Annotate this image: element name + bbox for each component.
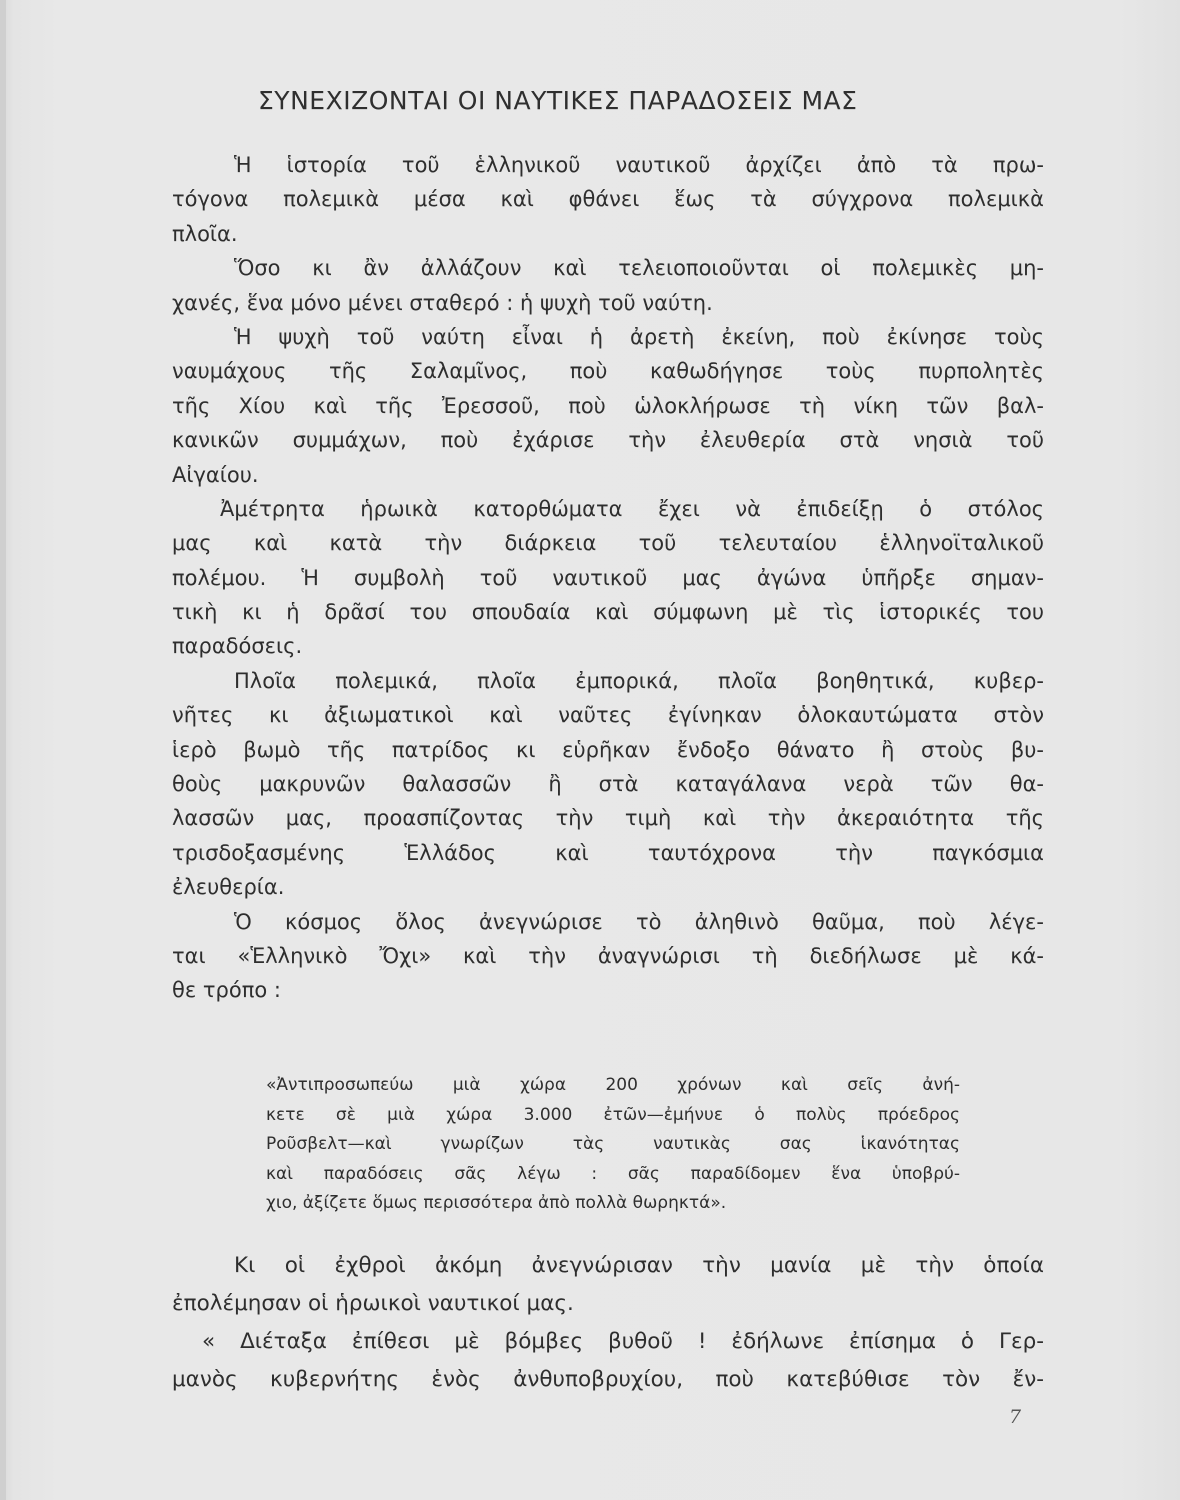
quote-line: «Ἀντιπροσωπεύω μιὰ χώρα 200 χρόνων καὶ σεῖς ἀνή- bbox=[266, 1075, 960, 1095]
text-line: Αἰγαίου. bbox=[172, 462, 259, 487]
closing-text bbox=[172, 1247, 1044, 1399]
text-line: ται «Ἑλληνικὸ Ὄχι» καὶ τὴν ἀναγνώρισι τὴ διεδήλωσε μὲ κά- bbox=[172, 943, 1044, 968]
text-line: « Διέταξα ἐπίθεσι μὲ βόμβες βυθοῦ ! ἐδήλωνε ἐπίσημα ὁ Γερ- bbox=[202, 1329, 1044, 1354]
text-line: παραδόσεις. bbox=[172, 634, 303, 659]
quote-line: χιο, ἀξίζετε ὅμως περισσότερα ἀπὸ πολλὰ θωρηκτά». bbox=[266, 1193, 727, 1213]
text-line: ἐλευθερία. bbox=[172, 875, 285, 900]
body-text bbox=[172, 148, 1044, 1008]
text-line: ἐπολέμησαν οἱ ἡρωικοὶ ναυτικοί μας. bbox=[172, 1291, 574, 1316]
text-line: θε τρόπο : bbox=[172, 978, 281, 1003]
quote-line: Ροῦσβελτ—καὶ γνωρίζων τὰς ναυτικὰς σας ἱκανότητας bbox=[266, 1134, 960, 1154]
quote-line: κετε σὲ μιὰ χώρα 3.000 ἐτῶν—ἐμήνυε ὁ πολὺς πρόεδρος bbox=[266, 1104, 960, 1125]
text-line: τῆς Χίου καὶ τῆς Ἐρεσσοῦ, ποὺ ὡλοκλήρωσε τὴ νίκη τῶν βαλ- bbox=[172, 393, 1044, 418]
text-line: τικὴ κι ἡ δρᾶσί του σπουδαία καὶ σύμφωνη μὲ τὶς ἱστορικές του bbox=[172, 600, 1044, 625]
page-binding-edge bbox=[0, 0, 6, 1500]
text-line: χανές, ἕνα μόνο μένει σταθερό : ἡ ψυχὴ τοῦ ναύτη. bbox=[172, 290, 713, 315]
text-line: Ἡ ψυχὴ τοῦ ναύτη εἶναι ἡ ἀρετὴ ἐκείνη, ποὺ ἐκίνησε τοὺς bbox=[234, 324, 1044, 349]
quote-line: καὶ παραδόσεις σᾶς λέγω : σᾶς παραδίδομεν ἕνα ὑποβρύ- bbox=[266, 1163, 960, 1184]
text-line: θοὺς μακρυνῶν θαλασσῶν ἢ στὰ καταγάλανα νερὰ τῶν θα- bbox=[172, 772, 1044, 797]
text-line: ἱερὸ βωμὸ τῆς πατρίδος κι εὑρῆκαν ἔνδοξο θάνατο ἢ στοὺς βυ- bbox=[172, 737, 1044, 762]
text-line: Πλοῖα πολεμικά, πλοῖα ἐμπορικά, πλοῖα βοηθητικά, κυβερ- bbox=[234, 668, 1044, 693]
text-line: Ὁ κόσμος ὅλος ἀνεγνώρισε τὸ ἀληθινὸ θαῦμα, ποὺ λέγε- bbox=[234, 909, 1044, 934]
text-line: τρισδοξασμένης Ἑλλάδος καὶ ταυτόχρονα τὴν παγκόσμια bbox=[172, 840, 1044, 865]
text-line: μας καὶ κατὰ τὴν διάρκεια τοῦ τελευταίου ἑλληνοϊταλικοῦ bbox=[172, 531, 1044, 556]
text-line: μανὸς κυβερνήτης ἑνὸς ἀνθυποβρυχίου, ποὺ κατεβύθισε τὸν ἔν- bbox=[172, 1367, 1044, 1392]
text-line: νῆτες κι ἀξιωματικοὶ καὶ ναῦτες ἐγίνηκαν ὁλοκαυτώματα στὸν bbox=[172, 703, 1044, 728]
text-line: Ἀμέτρητα ἡρωικὰ κατορθώματα ἔχει νὰ ἐπιδείξῃ ὁ στόλος bbox=[220, 496, 1044, 521]
text-line: πλοῖα. bbox=[172, 221, 238, 246]
text-line: κανικῶν συμμάχων, ποὺ ἐχάρισε τὴν ἐλευθερία στὰ νησιὰ τοῦ bbox=[172, 428, 1044, 453]
text-line: Ἡ ἱστορία τοῦ ἑλληνικοῦ ναυτικοῦ ἀρχίζει ἀπὸ τὰ πρω- bbox=[234, 153, 1044, 177]
text-line: Κι οἱ ἐχθροὶ ἀκόμη ἀνεγνώρισαν τὴν μανία μὲ τὴν ὁποία bbox=[234, 1253, 1044, 1278]
text-line: ναυμάχους τῆς Σαλαμῖνος, ποὺ καθωδήγησε τοὺς πυρπολητὲς bbox=[172, 359, 1044, 384]
text-line: Ὅσο κι ἂν ἀλλάζουν καὶ τελειοποιοῦνται οἱ πολεμικὲς μη- bbox=[234, 256, 1044, 281]
page-title: ΣΥΝΕΧΙΖΟΝΤΑΙ ΟΙ ΝΑΥΤΙΚΕΣ ΠΑΡΑΔΟΣΕΙΣ ΜΑΣ bbox=[258, 86, 858, 115]
text-line: πολέμου. Ἡ συμβολὴ τοῦ ναυτικοῦ μας ἀγώνα ὑπῆρξε σημαν- bbox=[172, 565, 1044, 590]
text-line: τόγονα πολεμικὰ μέσα καὶ φθάνει ἕως τὰ σύγχρονα πολεμικὰ bbox=[172, 187, 1044, 212]
text-line: λασσῶν μας, προασπίζοντας τὴν τιμὴ καὶ τὴν ἀκεραιότητα τῆς bbox=[172, 806, 1044, 831]
page-number: 7 bbox=[1009, 1406, 1022, 1428]
quote-block bbox=[266, 1071, 960, 1219]
